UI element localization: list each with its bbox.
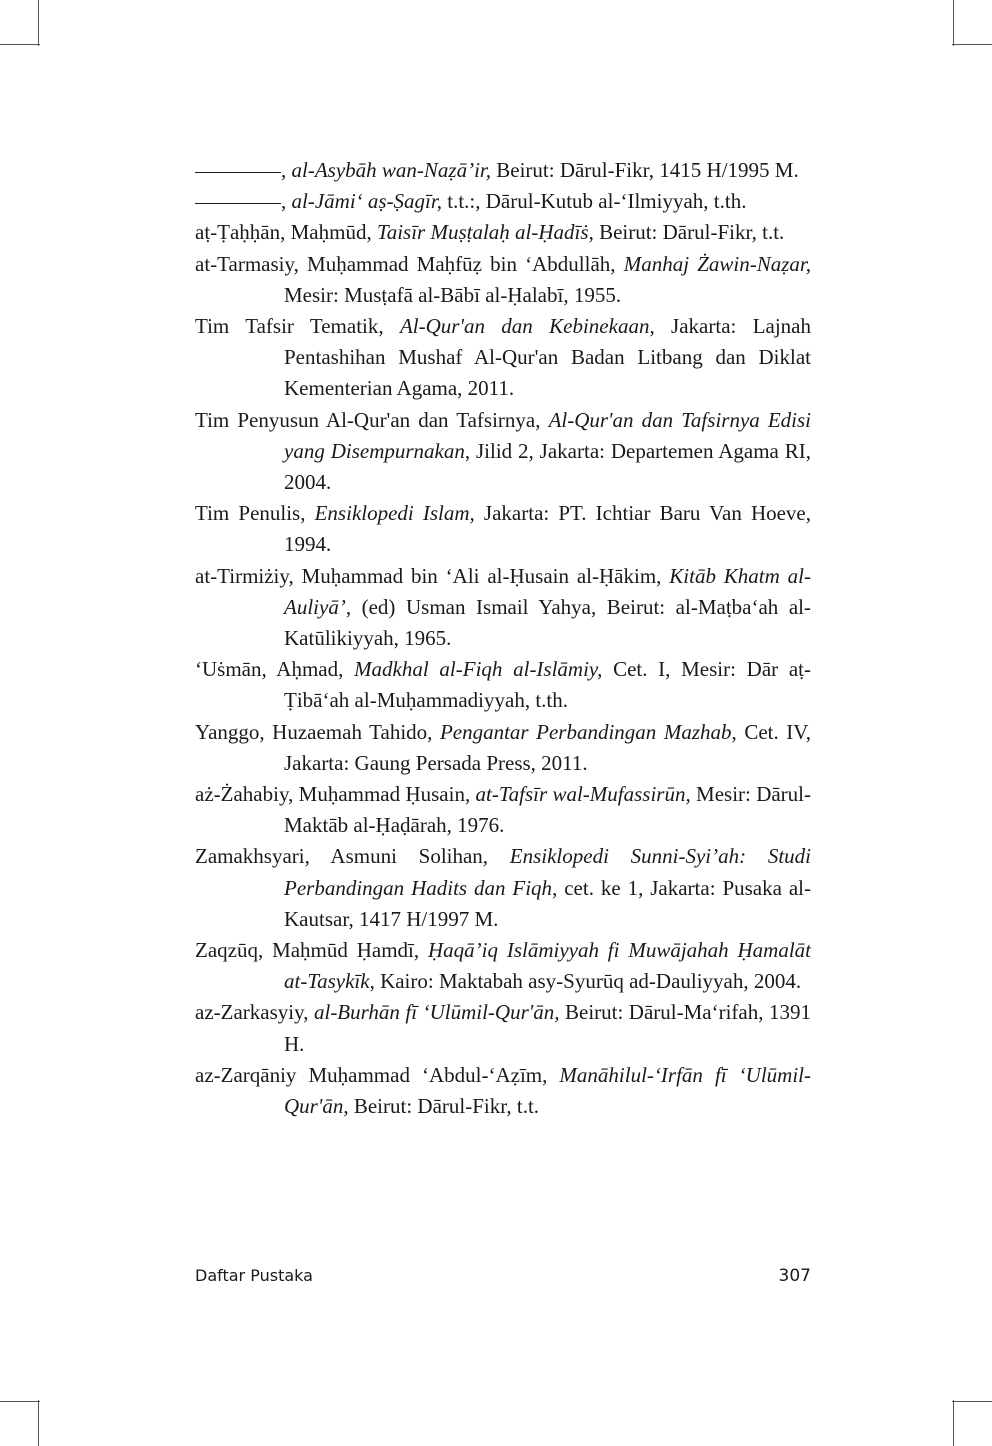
entry-publication: Mesir: Musṭafā al-Bābī al-Ḥalabī, 1955. — [284, 282, 622, 307]
crop-mark — [0, 44, 40, 45]
entry-author: Zamakhsyari, Asmuni Solihan, — [195, 844, 510, 869]
entry-title: Pengantar Perbandingan Mazhab — [439, 719, 732, 744]
crop-mark — [952, 1401, 992, 1402]
repeat-author-dash — [195, 171, 281, 173]
bibliography-entry — [195, 217, 811, 248]
entry-author: Yanggo, Huzaemah Tahido, — [195, 719, 440, 744]
bibliography-entry — [195, 249, 811, 311]
bibliography-entry — [195, 935, 811, 997]
entry-title: al-Asybāh wan-Naẓā’ir, — [291, 158, 491, 182]
entry-title: Al-Qur'an dan Tafsirnya Edisi yang Disempurnakan — [284, 407, 812, 463]
entry-author: az-Zarqāniy Muḥammad ‘Abdul-‘Aẓīm, — [195, 1062, 560, 1087]
entry-author: az-Zarkasyiy, — [195, 1000, 314, 1025]
bibliography-entry — [195, 561, 811, 655]
entry-author: at-Tarmasiy, Muḥammad Maḥfūẓ bin ‘Abdullāh, — [195, 251, 624, 276]
running-footer-title: Daftar Pustaka — [195, 1266, 313, 1285]
entry-publication: Beirut: Dārul-Fikr, 1415 H/1995 M. — [491, 158, 799, 182]
entry-publication: Mesir: Dārul-Maktāb al-Ḥaḍārah, 1976. — [284, 782, 811, 838]
bibliography-entry — [195, 654, 811, 716]
page-footer — [195, 1266, 811, 1292]
bibliography-entry: , al-Asybāh wan-Naẓā’ir, Beirut: Dārul-Fikr, 1415 H/1995 M. — [195, 155, 811, 186]
page-number: 307 — [778, 1266, 811, 1286]
entry-title: Ensiklopedi Sunni-Syi’ah: Studi Perbandingan Hadits dan Fiqh — [284, 844, 811, 900]
entry-title: Ḥaqā’iq Islāmiyyah fi Muwājahah Ḥamalāt at-Tasykīk — [284, 938, 811, 994]
bibliography-entry: , al-Jāmi‘ aṣ-Ṣagīr, t.t.:, Dārul-Kutub al-‘Ilmiyyah, t.th. — [195, 186, 811, 217]
entry-title: Manhaj Żawin-Naẓar, — [623, 251, 811, 276]
entry-title: Al-Qur'an dan Kebinekaan, — [399, 314, 655, 339]
bibliography-entry — [195, 841, 811, 935]
bibliography-entry — [195, 997, 811, 1059]
entry-author: ‘Uṡmān, Aḥmad, — [195, 657, 355, 682]
entry-title: Manāhilul-‘Irfān fī ‘Ulūmil-Qur'ān — [284, 1062, 811, 1119]
entry-author: Tim Tafsir Tematik, — [195, 314, 400, 339]
entry-author: aṭ-Ṭaḥḥān, Maḥmūd, — [195, 220, 377, 245]
bibliography-entry — [195, 405, 811, 499]
bibliography-list — [195, 155, 811, 1122]
bibliography-entry — [195, 311, 811, 405]
crop-mark — [0, 1401, 40, 1402]
entry-title: at-Tafsīr wal-Mufassirūn, — [475, 782, 691, 807]
crop-mark — [953, 0, 954, 46]
entry-title: Madkhal al-Fiqh al-Islāmiy, — [354, 657, 603, 682]
entry-publication: , Cet. IV, Jakarta: Gaung Persada Press, 2011. — [284, 719, 811, 775]
entry-title: Ensiklopedi Islam, — [314, 501, 475, 526]
bibliography-entry — [195, 498, 811, 560]
entry-publication: , (ed) Usman Ismail Yahya, Beirut: al-Maṭba‘ah al-Katūlikiyyah, 1965. — [284, 594, 811, 651]
crop-mark — [953, 1400, 954, 1446]
entry-title: Kitāb Khatm al-Auliyā’ — [284, 563, 811, 619]
entry-author: Zaqzūq, Maḥmūd Ḥamdī, — [195, 938, 428, 963]
bibliography-entry — [195, 1060, 811, 1122]
entry-author: at-Tirmiżiy, Muḥammad bin ‘Ali al-Ḥusain al-Ḥākim, — [195, 563, 670, 588]
entry-author: Tim Penyusun Al-Qur'an dan Tafsirnya, — [195, 407, 549, 432]
crop-mark — [38, 0, 39, 46]
repeat-author-dash — [195, 202, 281, 204]
crop-mark — [952, 44, 992, 45]
bibliography-entry — [195, 717, 811, 779]
entry-publication: , Kairo: Maktabah asy-Syurūq ad-Dauliyyah, 2004. — [369, 969, 802, 994]
entry-publication: Beirut: Dārul-Ma‘rifah, 1391 H. — [284, 1000, 811, 1056]
entry-publication: , Beirut: Dārul-Fikr, t.t. — [343, 1094, 540, 1119]
entry-title: al-Jāmi‘ aṣ-Ṣagīr, — [291, 189, 442, 214]
entry-publication: Jakarta: Lajnah Pentashihan Mushaf Al-Qur'an Badan Litbang dan Diklat Kementerian Agama, 2011. — [284, 314, 811, 401]
crop-mark — [38, 1400, 39, 1446]
entry-publication: , Jilid 2, Jakarta: Departemen Agama RI, 2004. — [284, 438, 811, 495]
entry-title: al-Burhān fī ‘Ulūmil-Qur'ān, — [313, 1000, 560, 1025]
bibliography-entry — [195, 779, 811, 841]
entry-publication: , cet. ke 1, Jakarta: Pusaka al-Kautsar, 1417 H/1997 M. — [284, 875, 811, 931]
entry-publication: Jakarta: PT. Ichtiar Baru Van Hoeve, 1994. — [284, 501, 811, 557]
entry-author: Tim Penulis, — [195, 501, 315, 526]
entry-publication: t.t.:, Dārul-Kutub al-‘Ilmiyyah, t.th. — [442, 189, 747, 214]
entry-publication: , Beirut: Dārul-Fikr, t.t. — [588, 220, 785, 245]
entry-publication: Cet. I, Mesir: Dār aṭ-Ṭibā‘ah al-Muḥammadiyyah, t.th. — [284, 657, 811, 713]
entry-author: aż-Żahabiy, Muḥammad Ḥusain, — [195, 782, 476, 807]
entry-title: Taisīr Muṣṭalaḥ al-Ḥadīṡ — [376, 220, 589, 245]
